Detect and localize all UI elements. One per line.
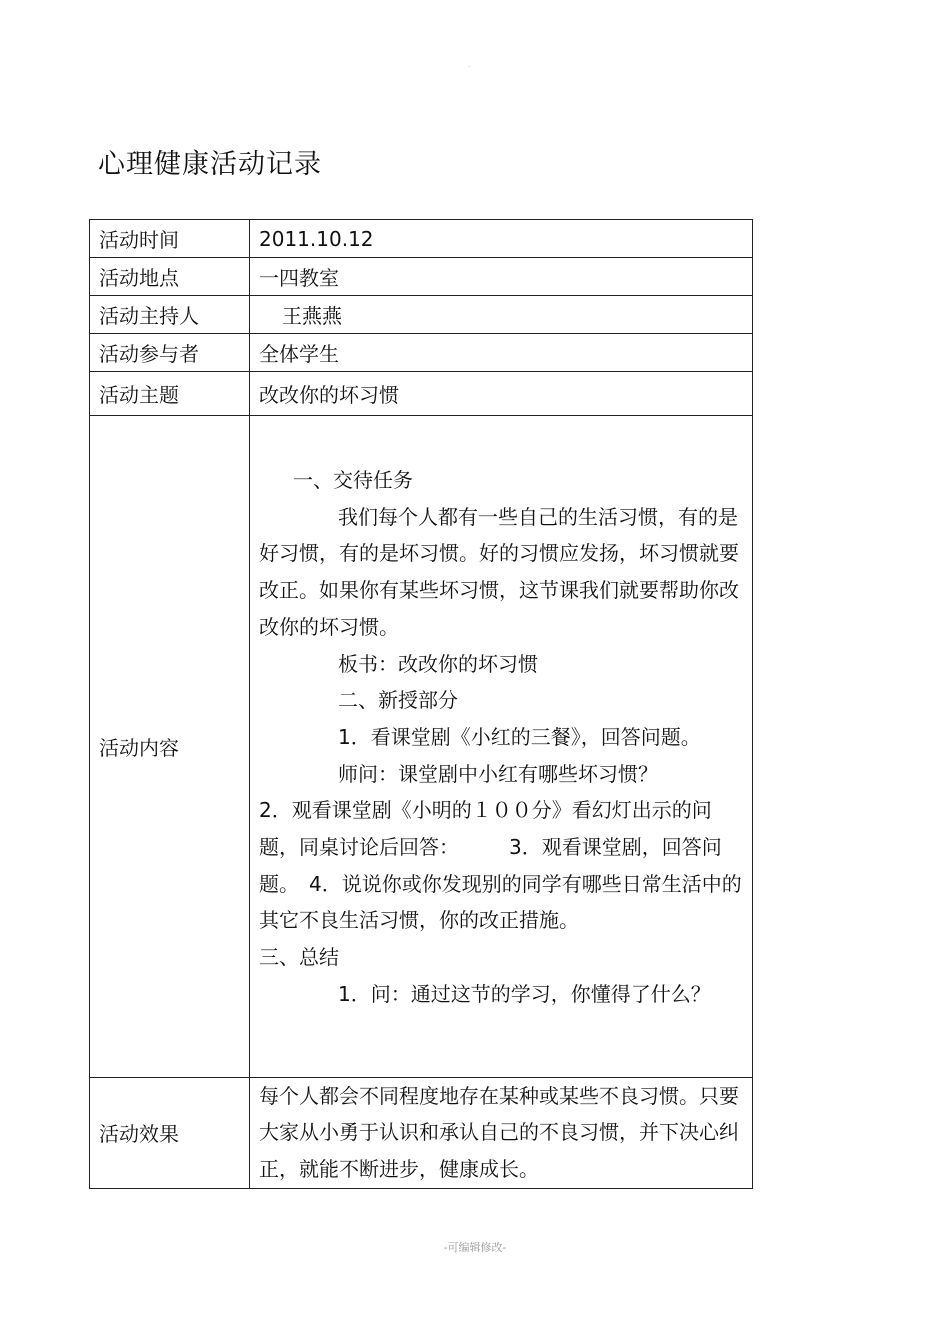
label-content: 活动内容	[90, 416, 250, 1078]
content-summary-question: 1．问：通过这节的学习，你懂得了什么？	[338, 981, 711, 1006]
content-heading-2: 二、新授部分	[338, 688, 458, 713]
content-teacher-question: 师问：课堂剧中小红有哪些坏习惯？	[338, 761, 658, 786]
page-title: 心理健康活动记录	[98, 149, 322, 180]
label-theme: 活动主题	[90, 372, 250, 416]
content-paragraph-1: 我们每个人都有一些自己的生活习惯，有的是好习惯，有的是坏习惯。好的习惯应发扬，坏习惯就要改正。如果你有某些坏习惯，这节课我们就要帮助你改改你的坏习惯。	[259, 504, 739, 639]
label-time: 活动时间	[90, 220, 250, 258]
label-effect: 活动效果	[90, 1077, 250, 1188]
label-place: 活动地点	[90, 258, 250, 296]
host-name: 王燕燕	[282, 304, 342, 328]
content-body	[259, 416, 752, 1077]
content-heading-1: 一、交待任务	[293, 468, 413, 492]
footer-note: -可编辑修改-	[443, 1241, 507, 1254]
table-row-theme	[90, 372, 753, 416]
value-time: 2011.10.12	[250, 220, 753, 258]
table-row-time	[90, 220, 753, 258]
content-heading-3: 三、总结	[259, 945, 339, 970]
content-board-writing: 板书：改改你的坏习惯	[338, 651, 538, 676]
table-row-host	[90, 296, 753, 334]
table-row-place	[90, 258, 753, 296]
value-host	[250, 296, 753, 334]
value-place: 一四教室	[250, 258, 753, 296]
header-dot: .	[468, 60, 471, 69]
table-row-participants	[90, 334, 753, 372]
content-items-2-4: 2．观看课堂剧《小明的１００分》看幻灯出示的问题，同桌讨论后回答： 3．观看课堂剧，回答问题。 4．说说你或你发现别的同学有哪些日常生活中的其它不良生活习惯，你的改正措施。	[259, 798, 742, 933]
value-effect: 每个人都会不同程度地存在某种或某些不良习惯。只要大家从小勇于认识和承认自己的不良习惯，并下决心纠正，就能不断进步，健康成长。	[250, 1077, 753, 1188]
table-row-content	[90, 416, 753, 1078]
label-host: 活动主持人	[90, 296, 250, 334]
table-row-effect	[90, 1077, 753, 1188]
label-participants: 活动参与者	[90, 334, 250, 372]
activity-record-table	[89, 219, 753, 1189]
content-item-1: 1．看课堂剧《小红的三餐》，回答问题。	[338, 724, 701, 749]
value-theme: 改改你的坏习惯	[250, 372, 753, 416]
value-participants: 全体学生	[250, 334, 753, 372]
value-content	[250, 416, 753, 1078]
